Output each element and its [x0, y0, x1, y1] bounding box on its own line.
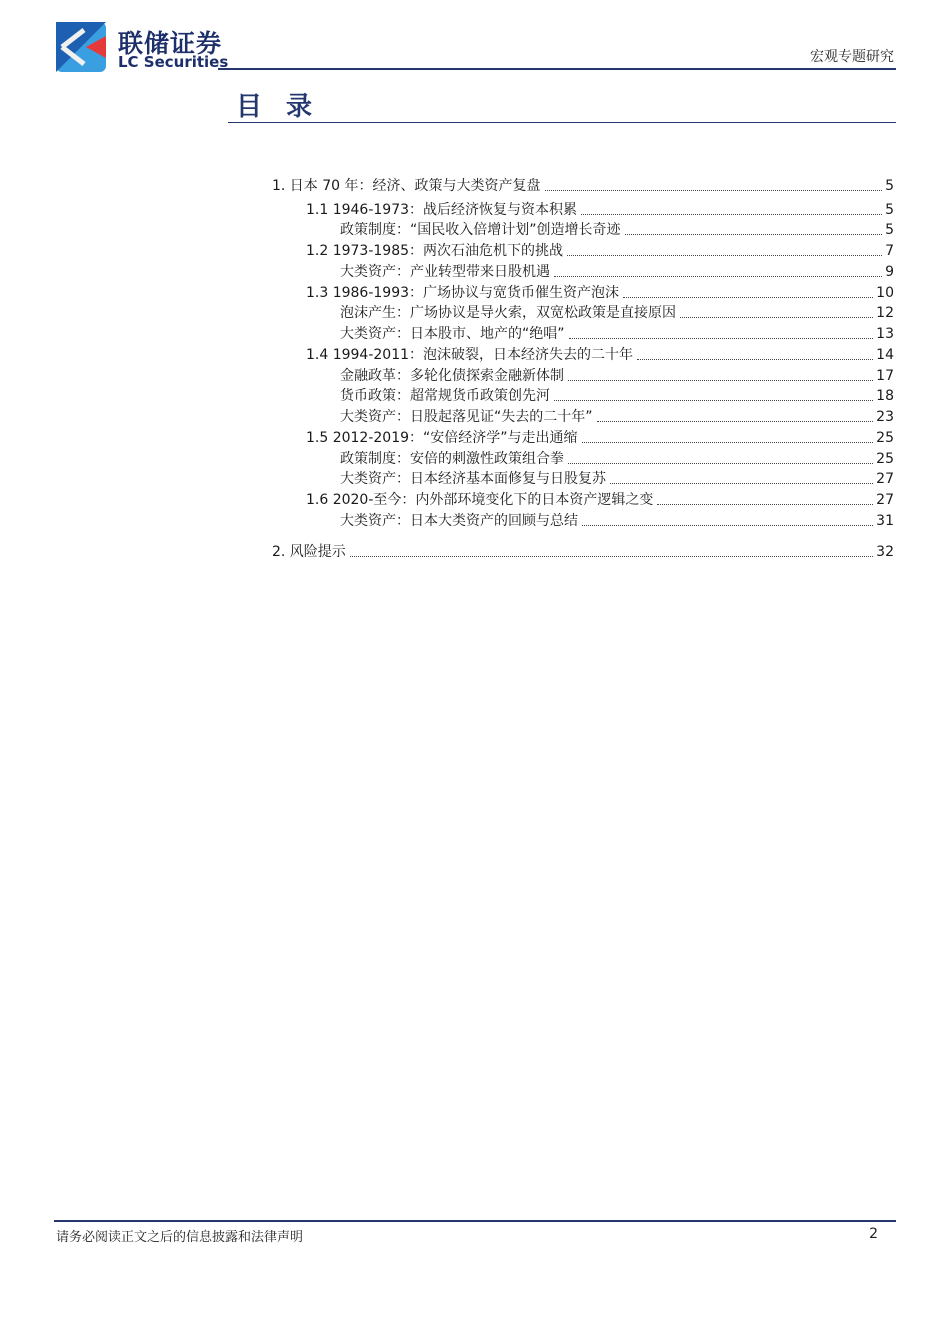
toc-entry-page: 5 — [885, 202, 894, 218]
toc-entry-label: 金融政革：多轮化债探索金融新体制 — [340, 368, 564, 384]
toc-entry-label: 2. 风险提示 — [272, 544, 346, 560]
toc-entry-page: 27 — [876, 471, 894, 487]
toc-entry[interactable] — [340, 220, 894, 240]
toc-leader — [569, 338, 874, 339]
toc-entry-label: 大类资产：日本经济基本面修复与日股复苏 — [340, 471, 606, 487]
toc-entry-page: 13 — [876, 326, 894, 342]
toc-leader — [657, 504, 873, 505]
toc-entry-page: 12 — [876, 305, 894, 321]
toc-entry-label: 泡沫产生：广场协议是导火索，双宽松政策是直接原因 — [340, 305, 676, 321]
footer-page-number: 2 — [869, 1226, 878, 1242]
toc-entry[interactable] — [306, 345, 894, 365]
toc-leader — [610, 483, 873, 484]
toc-entry-page: 18 — [876, 388, 894, 404]
lc-securities-logo-icon — [56, 22, 106, 72]
page-header — [0, 0, 950, 80]
toc-entry-label: 1.2 1973-1985：两次石油危机下的挑战 — [306, 243, 564, 259]
toc-entry[interactable] — [340, 324, 894, 344]
toc-entry-page: 25 — [876, 451, 894, 467]
toc-title-divider — [228, 122, 896, 123]
toc-entry[interactable] — [340, 407, 894, 427]
toc-entry-page: 25 — [876, 430, 894, 446]
toc-entry[interactable] — [306, 241, 894, 261]
toc-entry-page: 5 — [885, 222, 894, 238]
toc-leader — [597, 421, 874, 422]
toc-entry-page: 27 — [876, 492, 894, 508]
toc-entry-page: 7 — [885, 243, 894, 259]
toc-leader — [581, 214, 882, 215]
toc-entry-label: 1.4 1994-2011：泡沫破裂，日本经济失去的二十年 — [306, 347, 634, 363]
toc-leader — [554, 400, 873, 401]
toc-entry-page: 23 — [876, 409, 894, 425]
toc-entry-label: 政策制度：“国民收入倍增计划”创造增长奇迹 — [340, 222, 621, 238]
toc-entry[interactable] — [306, 200, 894, 220]
brand-name-en: LC Securities — [118, 53, 229, 71]
toc-leader — [623, 297, 873, 298]
toc-entry[interactable] — [272, 176, 894, 196]
toc-entry[interactable] — [340, 449, 894, 469]
toc-leader — [545, 190, 883, 191]
toc-entry[interactable] — [306, 283, 894, 303]
toc-entry-label: 1. 日本 70 年：经济、政策与大类资产复盘 — [272, 178, 541, 194]
toc-leader — [568, 463, 873, 464]
header-divider — [218, 68, 896, 70]
toc-entry-label: 1.5 2012-2019：“安倍经济学”与走出通缩 — [306, 430, 578, 446]
toc-entry[interactable] — [340, 366, 894, 386]
toc-entry-page: 17 — [876, 368, 894, 384]
toc-entry-label: 1.1 1946-1973：战后经济恢复与资本积累 — [306, 202, 578, 218]
toc-leader — [350, 556, 873, 557]
toc-entry-label: 大类资产：产业转型带来日股机遇 — [340, 264, 550, 280]
toc-leader — [567, 255, 882, 256]
toc-entry[interactable] — [340, 511, 894, 531]
toc-title: 目录 — [236, 92, 337, 122]
toc-entry-label: 货币政策：超常规货币政策创先河 — [340, 388, 550, 404]
toc-entry[interactable] — [340, 386, 894, 406]
toc-entry-label: 1.3 1986-1993：广场协议与宽货币催生资产泡沫 — [306, 285, 620, 301]
toc-entry-page: 5 — [885, 178, 894, 194]
toc-entry[interactable] — [272, 542, 894, 562]
toc-leader — [568, 380, 873, 381]
brand-name-cn: 联储证券 — [118, 29, 223, 58]
toc-entry[interactable] — [340, 469, 894, 489]
toc-entry-page: 14 — [876, 347, 894, 363]
toc-entry-label: 政策制度：安倍的刺激性政策组合拳 — [340, 451, 564, 467]
toc-leader — [637, 359, 873, 360]
report-type-label: 宏观专题研究 — [810, 49, 894, 65]
toc-entry[interactable] — [306, 490, 894, 510]
toc-entry-page: 32 — [876, 544, 894, 560]
toc-leader — [582, 442, 874, 443]
toc-entry[interactable] — [340, 262, 894, 282]
footer-divider — [54, 1220, 896, 1222]
toc-entry[interactable] — [340, 303, 894, 323]
toc-leader — [680, 317, 873, 318]
footer-disclaimer: 请务必阅读正文之后的信息披露和法律声明 — [56, 1230, 304, 1245]
toc-entry-label: 1.6 2020-至今：内外部环境变化下的日本资产逻辑之变 — [306, 492, 654, 508]
toc-leader — [582, 525, 873, 526]
toc-entry-page: 10 — [876, 285, 894, 301]
toc-entry-page: 31 — [876, 513, 894, 529]
toc-entry[interactable] — [306, 428, 894, 448]
toc-entry-label: 大类资产：日本大类资产的回顾与总结 — [340, 513, 578, 529]
toc-entry-page: 9 — [885, 264, 894, 280]
toc-entry-label: 大类资产：日股起落见证“失去的二十年” — [340, 409, 593, 425]
toc-entry-label: 大类资产：日本股市、地产的“绝唱” — [340, 326, 565, 342]
toc-leader — [554, 276, 882, 277]
toc-leader — [625, 234, 883, 235]
